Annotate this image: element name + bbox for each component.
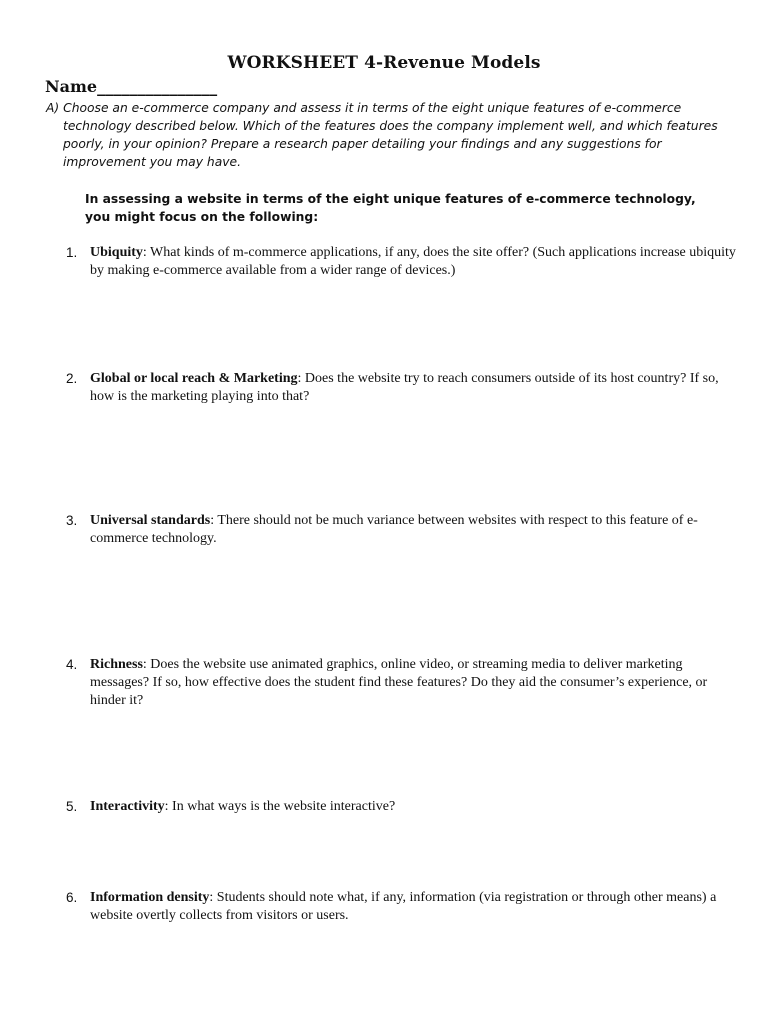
list-item-universal-standards: [66, 512, 736, 548]
name-field-line: Name_______________: [45, 77, 218, 96]
list-item-number: 2.: [66, 371, 78, 386]
list-item-text: : Does the website use animated graphics, online video, or streaming media to deliver marketing messages? If so, how effective does the student find these features? Do they aid the consumer’s experience, or hinder it?: [90, 657, 708, 708]
list-item-number: 4.: [66, 657, 78, 672]
list-item-information-density: [66, 889, 736, 925]
list-item-text: : Students should note what, if any, information (via registration or through other means) a website overtly collects from visitors or users.: [90, 890, 717, 923]
list-item-body: [90, 512, 736, 548]
list-item-text: : There should not be much variance between websites with respect to this feature of e-commerce technology.: [90, 513, 698, 546]
list-item-body: [90, 889, 736, 925]
list-item-text: : Does the website try to reach consumers outside of its host country? If so, how is the marketing playing into that?: [90, 371, 719, 404]
intro-paragraph: In assessing a website in terms of the eight unique features of e-commerce technology, you might focus on the following:: [85, 192, 696, 224]
list-item-text: : What kinds of m-commerce applications, if any, does the site offer? (Such applications increase ubiquity by making e-commerce available from a wider range of devices.): [90, 245, 736, 278]
list-item-number: 3.: [66, 513, 78, 528]
list-item-term: Ubiquity: [90, 245, 143, 260]
list-item-global-reach: [66, 370, 736, 406]
list-item-term: Universal standards: [90, 513, 211, 528]
list-item-term: Interactivity: [90, 799, 165, 814]
list-item-text: : In what ways is the website interactive?: [164, 799, 396, 814]
list-item-body: [90, 656, 736, 710]
list-item-number: 1.: [66, 245, 78, 260]
list-item-body: [90, 798, 736, 816]
list-item-number: 5.: [66, 799, 78, 814]
list-item-interactivity: [66, 798, 736, 816]
worksheet-title: WORKSHEET 4-Revenue Models: [227, 53, 541, 73]
list-item-body: [90, 370, 736, 406]
assignment-instructions: A) Choose an e-commerce company and assess it in terms of the eight unique features of e-commerce technology described below. Which of the features does the company implement well, and which features poorly, in your opinion? Prepare a research paper detailing your findings and any suggestions for improvement you may have.: [46, 101, 718, 169]
list-item-ubiquity: [66, 244, 736, 280]
list-item-number: 6.: [66, 890, 78, 905]
list-item-body: [90, 244, 736, 280]
list-item-term: Information density: [90, 890, 210, 905]
list-item-term: Richness: [90, 657, 143, 672]
list-item-richness: [66, 656, 736, 710]
list-item-term: Global or local reach & Marketing: [90, 371, 298, 386]
